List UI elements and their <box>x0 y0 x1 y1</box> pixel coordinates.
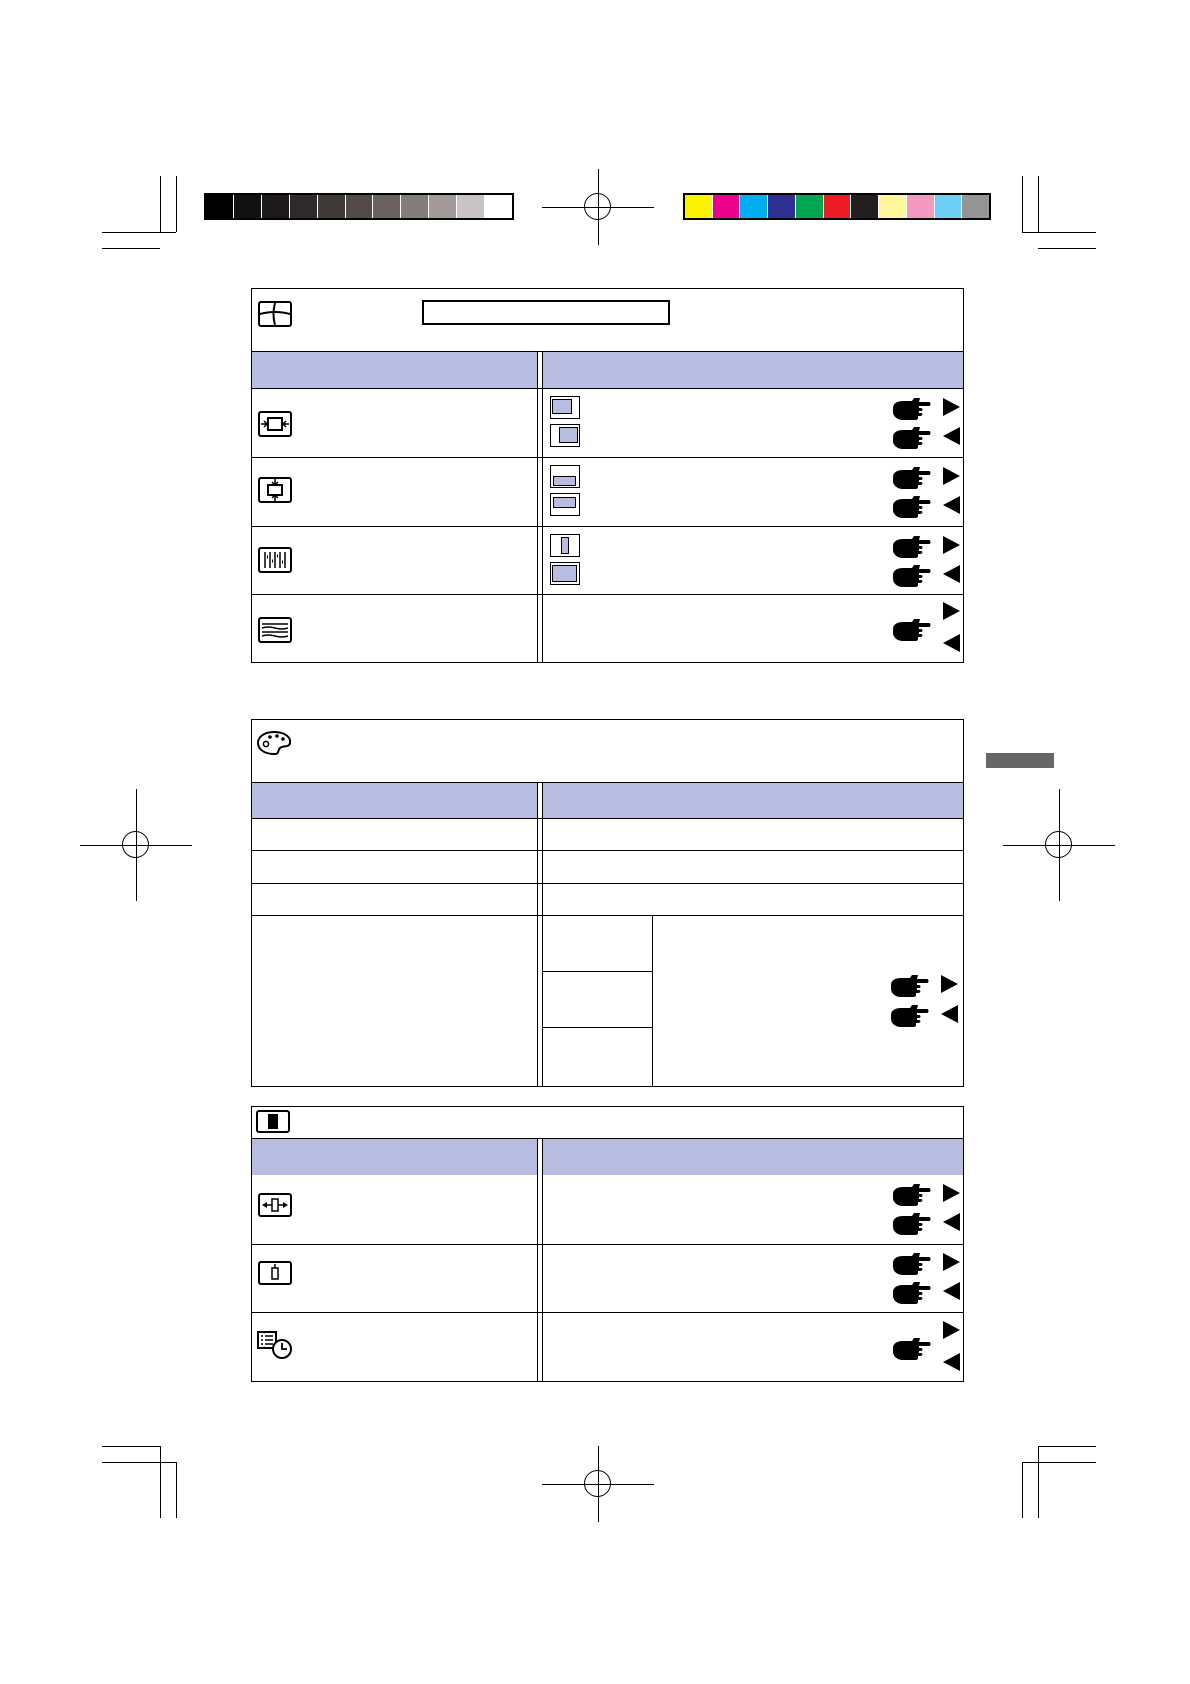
right-triangle-icon[interactable] <box>943 536 960 554</box>
clock-thumbnail-wide <box>550 562 580 585</box>
pointing-hand-icon <box>892 1252 932 1278</box>
pointing-hand-icon <box>892 535 932 561</box>
pointing-hand-icon <box>892 1337 932 1363</box>
pointing-hand-icon <box>892 618 932 644</box>
color-swatch-2 <box>713 195 741 218</box>
right-triangle-icon[interactable] <box>943 1184 960 1202</box>
v-position-icon <box>258 477 292 503</box>
column-divider <box>537 1139 543 1381</box>
gray-swatch-7 <box>373 195 401 218</box>
table-header-row <box>252 352 963 388</box>
pointing-hand-icon <box>892 1183 932 1209</box>
phase-icon <box>258 617 292 643</box>
pointing-hand-icon <box>890 974 930 1000</box>
crop-mark <box>102 232 176 233</box>
pointing-hand-icon <box>892 564 932 590</box>
crop-mark <box>160 176 161 232</box>
crop-mark <box>102 1462 176 1463</box>
left-triangle-icon[interactable] <box>943 1282 960 1300</box>
color-swatch-6 <box>824 195 852 218</box>
gray-swatch-11 <box>485 195 512 218</box>
color-swatch-3 <box>740 195 768 218</box>
crop-mark <box>176 176 177 232</box>
gray-swatch-8 <box>401 195 429 218</box>
gray-swatch-2 <box>234 195 262 218</box>
color-swatch-9 <box>907 195 935 218</box>
left-triangle-icon[interactable] <box>943 496 960 514</box>
color-swatch-11 <box>962 195 989 218</box>
pointing-hand-icon <box>892 466 932 492</box>
picture-icon <box>256 1110 290 1133</box>
color-panel <box>251 719 964 1087</box>
left-triangle-icon[interactable] <box>943 634 960 652</box>
menu-title-box <box>422 300 670 325</box>
registration-target-right <box>1003 789 1115 901</box>
clock-icon <box>258 547 292 573</box>
pointing-hand-icon <box>892 397 932 423</box>
color-swatch-10 <box>935 195 963 218</box>
h-position-icon <box>258 411 292 437</box>
color-swatch-8 <box>879 195 907 218</box>
left-triangle-icon[interactable] <box>941 1005 958 1023</box>
table-header-row <box>252 783 963 818</box>
color-swatch-1 <box>685 195 713 218</box>
section-tab-marker <box>986 753 1054 768</box>
crop-mark <box>176 1462 177 1518</box>
table-header-row <box>252 1139 963 1175</box>
clock-thumbnail-narrow <box>550 534 580 557</box>
position-thumbnail-down <box>550 493 580 516</box>
left-triangle-icon[interactable] <box>943 427 960 445</box>
color-swatch-7 <box>851 195 879 218</box>
registration-target-top <box>542 183 654 231</box>
left-triangle-icon[interactable] <box>943 1353 960 1371</box>
crop-mark <box>1038 248 1096 249</box>
pointing-hand-icon <box>892 1212 932 1238</box>
crop-mark <box>1022 1462 1023 1518</box>
crop-mark <box>1038 176 1039 232</box>
column-divider <box>537 352 543 662</box>
subtable-divider <box>652 915 653 1086</box>
crop-mark <box>160 1446 161 1518</box>
geometry-icon <box>258 301 292 327</box>
height-icon <box>258 1261 292 1285</box>
right-triangle-icon[interactable] <box>943 602 960 620</box>
crop-mark <box>1022 176 1023 232</box>
crop-mark <box>1038 1446 1096 1447</box>
right-triangle-icon[interactable] <box>943 1321 960 1339</box>
palette-icon <box>256 730 292 756</box>
pointing-hand-icon <box>892 1281 932 1307</box>
gray-swatch-4 <box>290 195 318 218</box>
gray-swatch-3 <box>262 195 290 218</box>
registration-target-bottom <box>542 1460 654 1508</box>
osd-timeout-icon <box>257 1331 293 1359</box>
left-triangle-icon[interactable] <box>943 1213 960 1231</box>
crop-mark <box>102 248 160 249</box>
position-thumbnail-up <box>550 465 580 488</box>
gray-swatch-10 <box>457 195 485 218</box>
gray-swatch-1 <box>206 195 234 218</box>
pointing-hand-icon <box>892 495 932 521</box>
grayscale-calibration-bar <box>204 193 514 220</box>
picture-panel <box>251 1106 964 1382</box>
right-triangle-icon[interactable] <box>941 975 958 993</box>
gray-swatch-9 <box>429 195 457 218</box>
right-triangle-icon[interactable] <box>943 467 960 485</box>
crop-mark <box>1038 1446 1039 1518</box>
pointing-hand-icon <box>892 426 932 452</box>
position-thumbnail-left <box>550 396 580 419</box>
color-swatch-4 <box>768 195 796 218</box>
crop-mark <box>1022 232 1096 233</box>
registration-target-left <box>80 789 192 901</box>
process-color-calibration-bar <box>683 193 991 220</box>
crop-mark <box>102 1446 160 1447</box>
width-icon <box>258 1193 292 1217</box>
right-triangle-icon[interactable] <box>943 1253 960 1271</box>
column-divider <box>537 783 543 1086</box>
right-triangle-icon[interactable] <box>943 398 960 416</box>
color-swatch-5 <box>796 195 824 218</box>
pointing-hand-icon <box>890 1004 930 1030</box>
gray-swatch-6 <box>346 195 374 218</box>
position-thumbnail-right <box>550 424 580 447</box>
geometry-panel <box>251 288 964 663</box>
gray-swatch-5 <box>318 195 346 218</box>
left-triangle-icon[interactable] <box>943 565 960 583</box>
crop-mark <box>1022 1462 1096 1463</box>
